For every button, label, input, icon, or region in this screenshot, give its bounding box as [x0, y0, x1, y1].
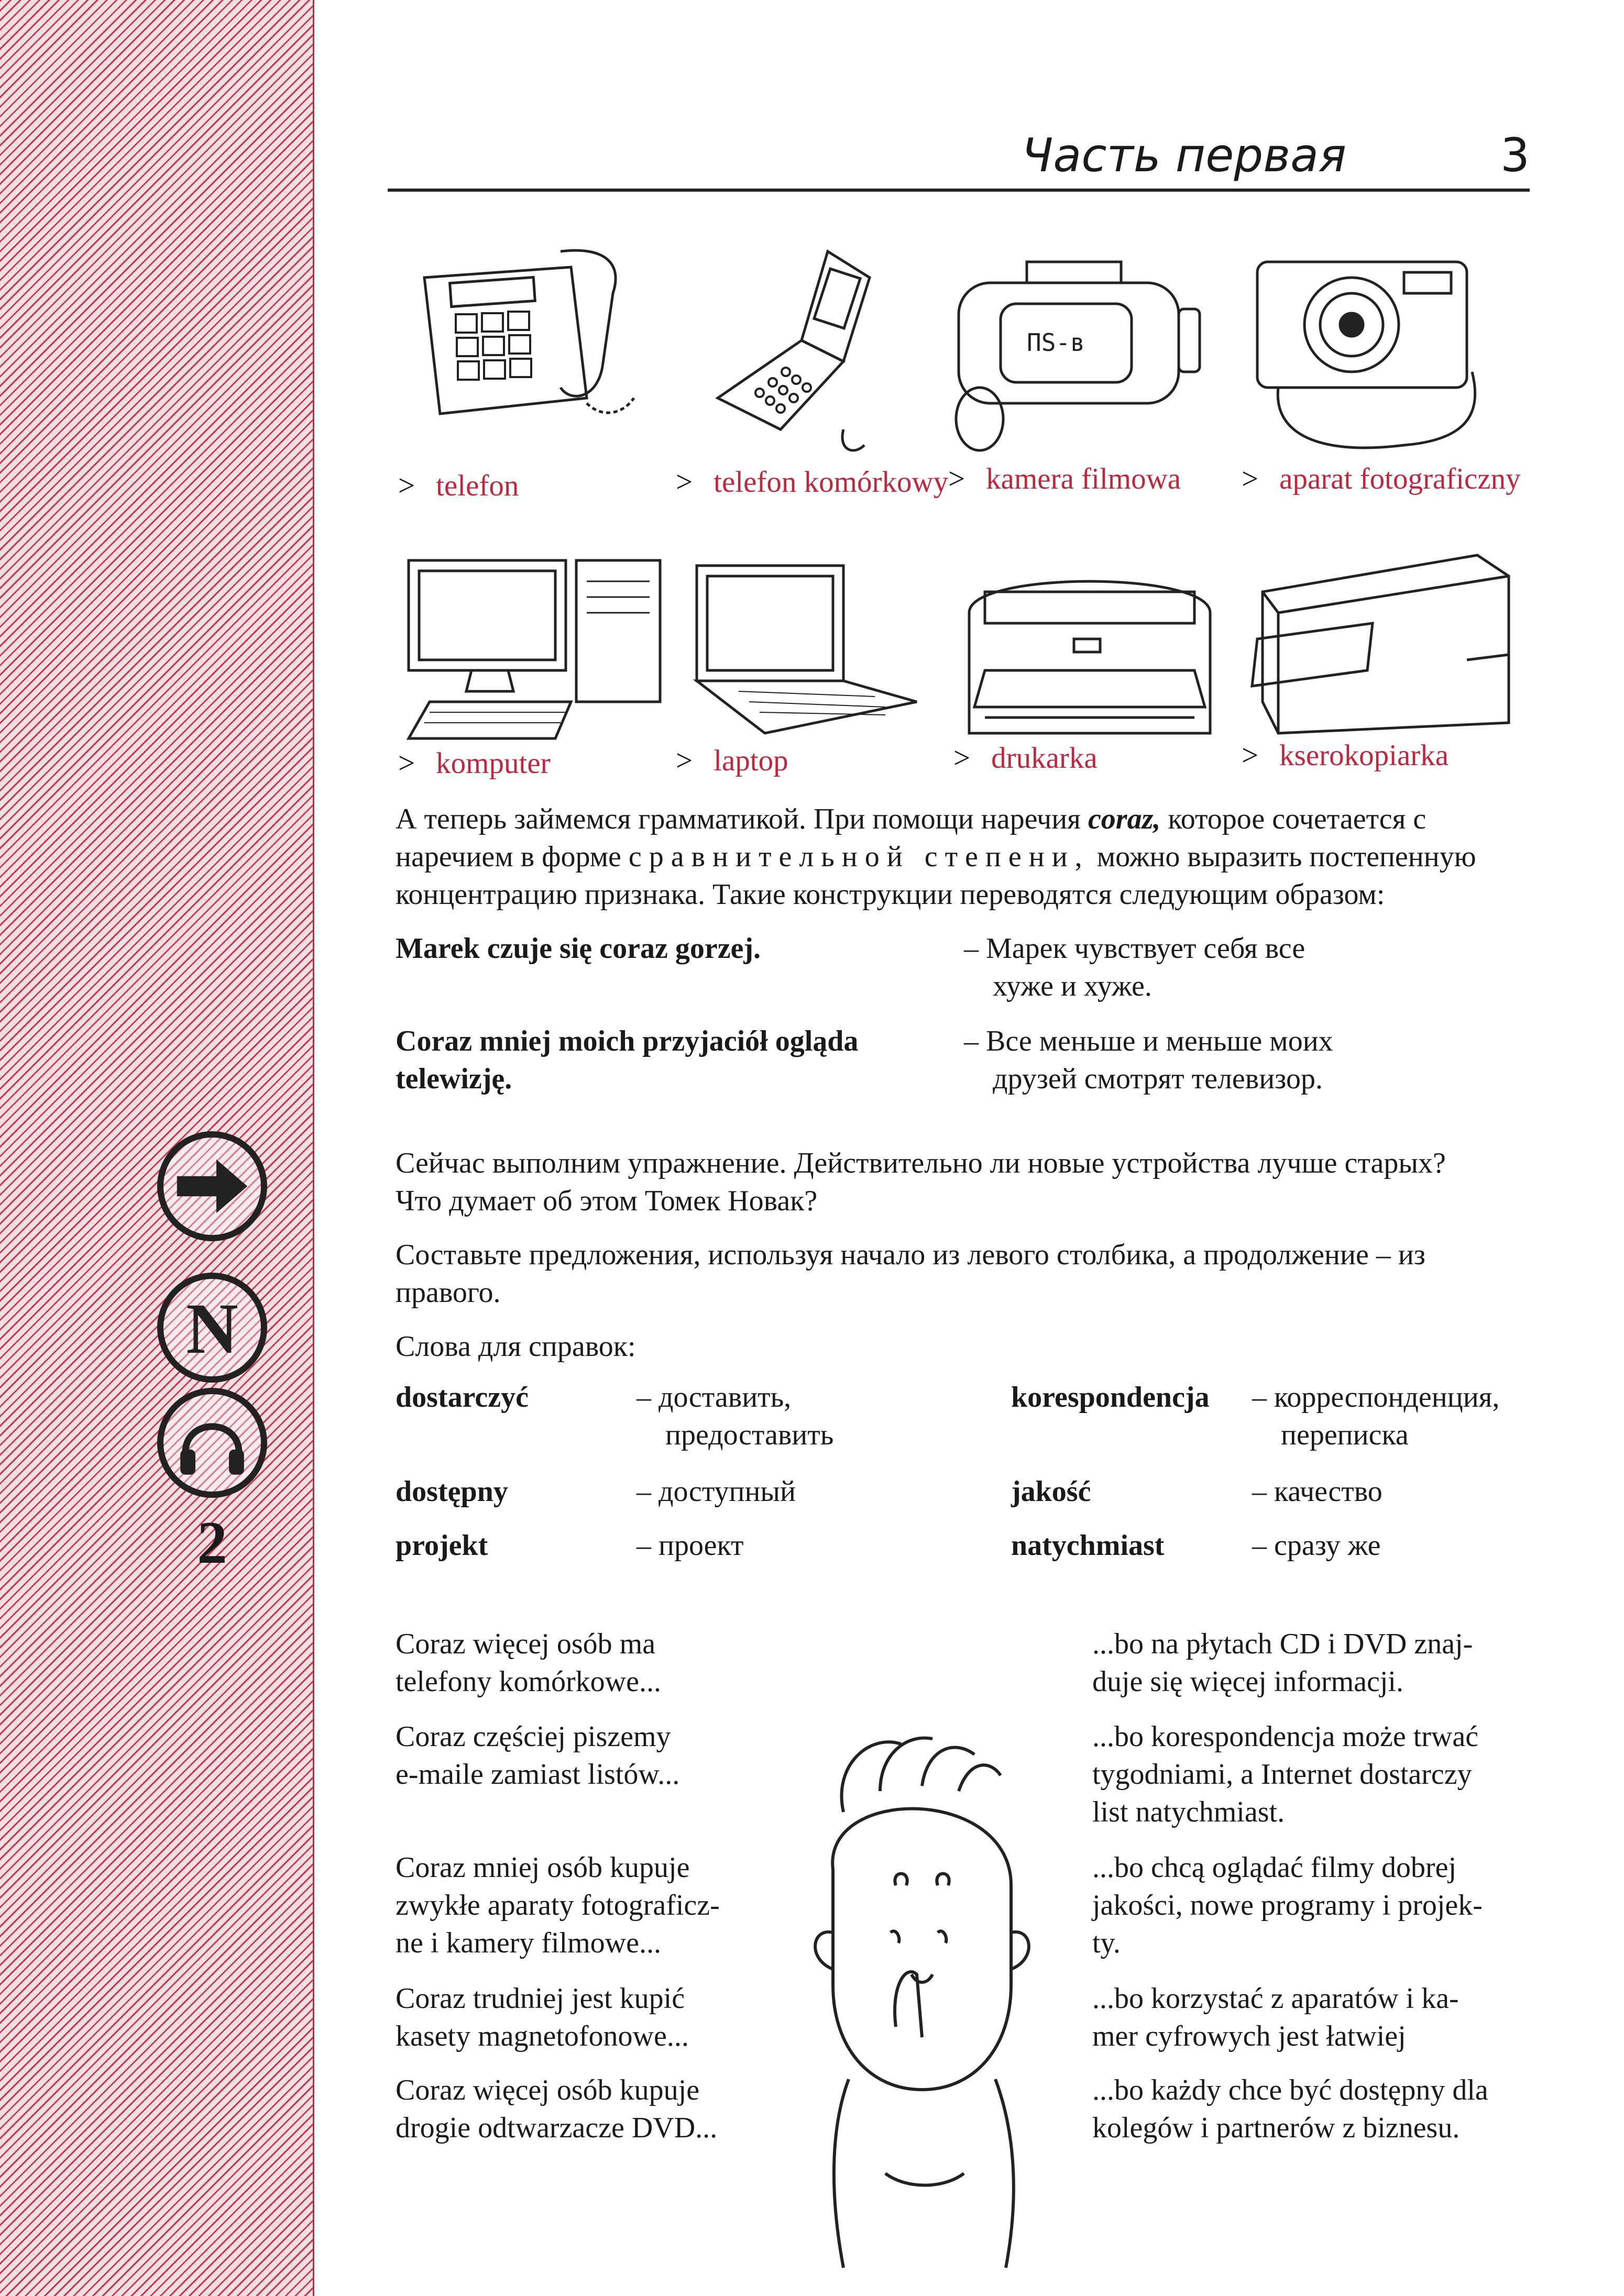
page-number: 3 — [1500, 128, 1530, 182]
vocab-word: dostarczyć — [396, 1381, 529, 1414]
vocab-word: dostępny — [396, 1475, 508, 1508]
vocab-heading: Слова для справок: — [396, 1330, 636, 1363]
n-letter-icon — [157, 1273, 267, 1383]
sentence-start: Coraz więcej osób kupuje drogie odtwarzacze DVD... — [396, 2074, 718, 2144]
caption-telefon-komorkowy: > telefon komórkowy — [676, 466, 949, 499]
svg-text:N: N — [186, 1288, 238, 1368]
sentence-start: Coraz trudniej jest kupić kasety magnetofonowe... — [396, 1982, 689, 2052]
vocab-translation: – качество — [1252, 1475, 1382, 1508]
printer-icon — [953, 550, 1226, 749]
arrow-right-icon — [157, 1131, 267, 1241]
desk-telephone-icon — [403, 230, 665, 450]
caption-drukarka: > drukarka — [953, 742, 1098, 775]
photocopier-icon — [1247, 534, 1519, 749]
vocab-translation: – проект — [637, 1529, 744, 1562]
vocab-translation: – доставить, предоставить — [637, 1381, 834, 1451]
vocab-translation: – корреспонденция, переписка — [1252, 1381, 1500, 1451]
lesson-number: 2 — [197, 1509, 227, 1576]
caption-telefon: > telefon — [398, 469, 519, 502]
caption-kamera-filmowa: > kamera filmowa — [948, 462, 1181, 495]
example-2-polish: Coraz mniej moich przyjaciół ogląda telewizję. — [396, 1025, 859, 1095]
example-2-russian: – Все меньше и меньше моих друзей смотрят телевизор. — [964, 1025, 1333, 1095]
vocab-word: projekt — [396, 1529, 488, 1562]
video-camera-icon — [948, 251, 1210, 461]
svg-text:ПS-в: ПS-в — [1027, 328, 1085, 357]
caption-laptop: > laptop — [676, 744, 788, 777]
vocab-word: korespondencja — [1011, 1381, 1210, 1414]
page-header — [388, 126, 1530, 192]
sentence-end: ...bo na płytach CD i DVD znaj- duje się więcej informacji. — [1092, 1628, 1473, 1698]
sentence-end: ...bo chcą oglądać filmy dobrej jakości, nowe programy i projek- ty. — [1092, 1851, 1483, 1959]
example-1-russian: – Марек чувствует себя все хуже и хуже. — [964, 932, 1305, 1002]
sentence-start: Coraz częściej piszemy e-maile zamiast listów... — [396, 1720, 680, 1791]
caption-komputer: > komputer — [398, 747, 551, 780]
vocab-word: jakość — [1011, 1475, 1091, 1508]
sentence-end: ...bo korzystać z aparatów i ka- mer cyfrowych jest łatwiej — [1092, 1982, 1459, 2052]
vocab-translation: – доступный — [637, 1475, 796, 1508]
desktop-computer-icon — [398, 550, 676, 749]
caption-aparat-fotograficzny: > aparat fotograficzny — [1242, 462, 1521, 495]
sentence-end: ...bo korespondencja może trwać tygodniami, a Internet dostarczy list natychmiast. — [1092, 1720, 1479, 1828]
mobile-phone-icon — [697, 241, 917, 461]
caption-kserokopiarka: > kserokopiarka — [1242, 739, 1449, 772]
headphones-icon — [157, 1388, 267, 1498]
sentence-end: ...bo każdy chce być dostępny dla kolegów i partnerów z biznesu. — [1092, 2074, 1488, 2144]
decorative-side-stripe — [0, 0, 314, 2296]
sentence-start: Coraz mniej osób kupuje zwykłe aparaty fotograficz- ne i kamery filmowe... — [396, 1851, 720, 1959]
vocab-word: natychmiast — [1011, 1529, 1165, 1562]
sentence-start: Coraz więcej osób ma telefony komórkowe... — [396, 1628, 661, 1698]
exercise-instruction: Составьте предложения, используя начало из левого столбика, а продолжение – из правого. — [396, 1239, 1425, 1309]
thinking-boy-illustration — [765, 1713, 1090, 2278]
laptop-icon — [676, 555, 938, 749]
vocab-translation: – сразу же — [1252, 1529, 1381, 1562]
grammar-intro: А теперь займемся грамматикой. При помощи наречия coraz, которое сочетается с наречием в форме сравнительной степени, можно выразить постепенную концентрацию признака. Такие конструкции переводятся следующим образом: — [396, 803, 1476, 911]
example-1-polish: Marek czuje się coraz gorzej. — [396, 932, 761, 965]
section-title: Часть первая — [1022, 128, 1346, 182]
photo-camera-icon — [1247, 246, 1509, 461]
exercise-intro: Сейчас выполним упражнение. Действительно ли новые устройства лучше старых? Что думает об этом Томек Новак? — [396, 1147, 1446, 1217]
